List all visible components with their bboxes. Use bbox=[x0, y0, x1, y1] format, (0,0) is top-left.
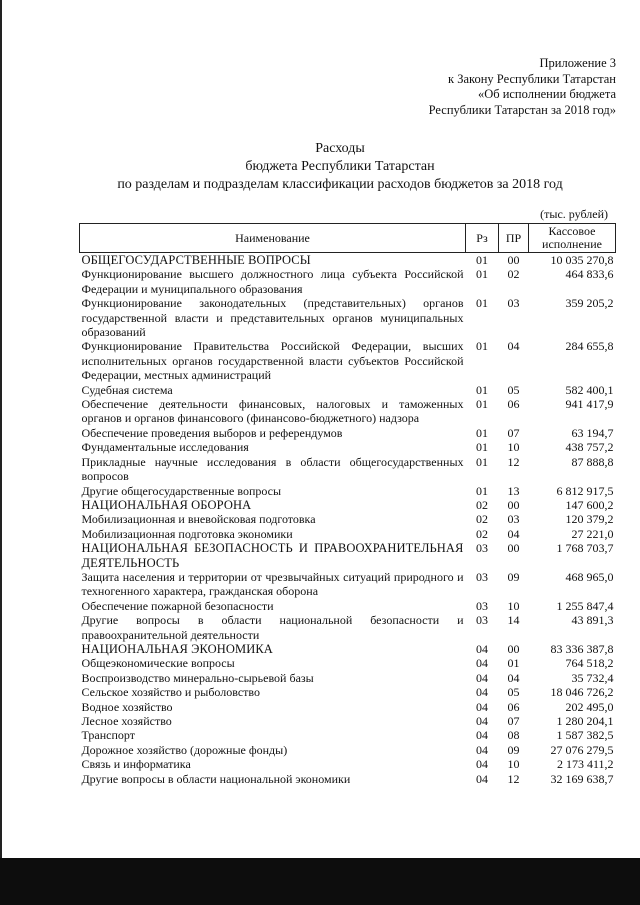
appendix-line-2: к Закону Республики Татарстан bbox=[448, 71, 616, 86]
table-row bbox=[80, 253, 616, 268]
title-line-3: по разделам и подразделам классификации расходов бюджетов за 2018 год bbox=[117, 177, 563, 192]
row-amount: 202 495,0 bbox=[565, 699, 614, 714]
row-section-code: 04 bbox=[476, 714, 488, 728]
row-subsection-code: 01 bbox=[507, 656, 520, 671]
table-row bbox=[80, 484, 616, 498]
table-row bbox=[80, 728, 616, 742]
scan-left-edge bbox=[0, 0, 2, 905]
row-amount: 359 205,2 bbox=[565, 296, 614, 311]
row-subsection-code: 12 bbox=[507, 771, 520, 786]
row-subsection-code: 10 bbox=[507, 440, 520, 455]
header-rz: Рз bbox=[466, 224, 499, 253]
row-section-code: 01 bbox=[476, 454, 488, 469]
table-row bbox=[80, 498, 616, 512]
row-section-code: 01 bbox=[476, 267, 488, 282]
row-amount: 1 587 382,5 bbox=[556, 728, 614, 743]
table-row bbox=[80, 527, 616, 541]
row-name: Транспорт bbox=[81, 728, 135, 743]
row-amount: 63 194,7 bbox=[571, 425, 614, 440]
table-row bbox=[80, 656, 616, 670]
row-amount: 120 379,2 bbox=[565, 512, 614, 527]
table-row bbox=[80, 671, 616, 685]
row-subsection-code: 07 bbox=[507, 714, 520, 728]
row-subsection-code: 04 bbox=[507, 526, 520, 541]
table-row bbox=[80, 267, 616, 296]
row-subsection-code: 07 bbox=[507, 425, 520, 440]
row-name: Другие вопросы в области национальной безопасности и правоохранительной деятельности bbox=[81, 613, 464, 642]
row-section-code: 03 bbox=[476, 598, 488, 613]
row-section-code: 04 bbox=[476, 728, 488, 743]
row-name: Другие общегосударственные вопросы bbox=[81, 483, 282, 498]
row-section-code: 04 bbox=[476, 771, 488, 786]
row-name: НАЦИОНАЛЬНАЯ БЕЗОПАСНОСТЬ И ПРАВООХРАНИТЕЛЬНАЯ ДЕЯТЕЛЬНОСТЬ bbox=[81, 541, 464, 570]
row-amount: 43 891,3 bbox=[571, 613, 614, 628]
row-name: Функционирование Правительства Российской Федерации, высших исполнительных органов государственной власти субъектов Российской Федерации, местных администраций bbox=[81, 339, 464, 383]
row-section-code: 04 bbox=[476, 757, 488, 772]
row-amount: 582 400,1 bbox=[565, 382, 614, 397]
row-section-code: 03 bbox=[476, 541, 488, 556]
row-amount: 87 888,8 bbox=[571, 454, 614, 469]
row-name: Воспроизводство минерально-сырьевой базы bbox=[81, 670, 314, 685]
row-name: Другие вопросы в области национальной экономики bbox=[81, 771, 351, 786]
row-subsection-code: 00 bbox=[507, 641, 520, 656]
row-subsection-code: 12 bbox=[507, 454, 520, 469]
table-row bbox=[80, 455, 616, 484]
row-subsection-code: 05 bbox=[507, 382, 520, 397]
row-subsection-code: 14 bbox=[507, 613, 520, 628]
scan-bottom-edge bbox=[0, 858, 640, 905]
row-subsection-code: 08 bbox=[507, 728, 520, 743]
table-row bbox=[80, 570, 616, 599]
row-amount: 284 655,8 bbox=[565, 339, 614, 354]
row-subsection-code: 06 bbox=[507, 397, 520, 412]
row-amount: 1 768 703,7 bbox=[556, 541, 614, 556]
table-row bbox=[80, 339, 616, 382]
table-row bbox=[80, 613, 616, 642]
table-row bbox=[80, 743, 616, 757]
row-subsection-code: 00 bbox=[507, 497, 520, 512]
row-amount: 27 221,0 bbox=[571, 526, 614, 541]
row-section-code: 02 bbox=[476, 512, 488, 527]
table-header-row bbox=[80, 224, 616, 253]
row-amount: 147 600,2 bbox=[565, 497, 614, 512]
table-row bbox=[80, 440, 616, 454]
table-row bbox=[80, 397, 616, 426]
row-subsection-code: 00 bbox=[507, 541, 520, 556]
expenditure-table bbox=[79, 223, 616, 786]
table-row bbox=[80, 772, 616, 786]
row-amount: 2 173 411,2 bbox=[556, 757, 614, 772]
row-section-code: 01 bbox=[476, 440, 488, 455]
row-section-code: 01 bbox=[476, 339, 488, 354]
header-amount: Кассовое исполнение bbox=[529, 224, 616, 253]
row-name: Мобилизационная и вневойсковая подготовка bbox=[81, 512, 316, 527]
row-section-code: 04 bbox=[476, 699, 488, 714]
appendix-line-3: «Об исполнении бюджета bbox=[477, 87, 616, 101]
row-name: Защита населения и территории от чрезвычайных ситуаций природного и техногенного характера, гражданская оборона bbox=[81, 569, 464, 599]
row-name: Сельское хозяйство и рыболовство bbox=[81, 685, 261, 700]
units-label: (тыс. рублей) bbox=[540, 207, 608, 221]
table-row bbox=[80, 700, 616, 714]
row-subsection-code: 09 bbox=[507, 742, 520, 757]
row-subsection-code: 00 bbox=[507, 253, 520, 267]
row-name: Прикладные научные исследования в области общегосударственных вопросов bbox=[81, 454, 464, 484]
table-row bbox=[80, 426, 616, 440]
table-row bbox=[80, 757, 616, 771]
row-amount: 468 965,0 bbox=[565, 569, 614, 584]
row-section-code: 02 bbox=[476, 526, 488, 541]
row-amount: 764 518,2 bbox=[565, 656, 614, 671]
row-name: ОБЩЕГОСУДАРСТВЕННЫЕ ВОПРОСЫ bbox=[81, 253, 311, 267]
row-amount: 464 833,6 bbox=[565, 267, 614, 282]
document-title bbox=[70, 140, 610, 194]
row-amount: 83 336 387,8 bbox=[550, 641, 614, 656]
row-section-code: 03 bbox=[476, 613, 488, 628]
row-amount: 10 035 270,8 bbox=[550, 253, 614, 267]
row-subsection-code: 06 bbox=[507, 699, 520, 714]
row-subsection-code: 03 bbox=[507, 296, 520, 311]
row-amount: 27 076 279,5 bbox=[550, 742, 614, 757]
row-amount: 1 255 847,4 bbox=[556, 598, 614, 613]
row-amount: 35 732,4 bbox=[571, 670, 614, 685]
row-section-code: 04 bbox=[476, 641, 488, 656]
row-subsection-code: 04 bbox=[507, 339, 520, 354]
row-subsection-code: 05 bbox=[507, 685, 520, 700]
row-subsection-code: 03 bbox=[507, 512, 520, 527]
row-subsection-code: 10 bbox=[507, 757, 520, 772]
header-pr: ПР bbox=[499, 224, 529, 253]
row-name: НАЦИОНАЛЬНАЯ ЭКОНОМИКА bbox=[81, 641, 273, 656]
header-name: Наименование bbox=[80, 224, 466, 253]
row-section-code: 02 bbox=[476, 497, 488, 512]
appendix-note bbox=[429, 56, 616, 118]
row-section-code: 04 bbox=[476, 742, 488, 757]
table-row bbox=[80, 383, 616, 397]
row-section-code: 01 bbox=[476, 397, 488, 412]
row-amount: 32 169 638,7 bbox=[550, 771, 614, 786]
title-line-2: бюджета Республики Татарстан bbox=[245, 159, 435, 174]
row-section-code: 01 bbox=[476, 425, 488, 440]
row-section-code: 01 bbox=[476, 382, 488, 397]
row-name: Обеспечение пожарной безопасности bbox=[81, 598, 274, 613]
row-name: Судебная система bbox=[81, 382, 173, 397]
appendix-line-1: Приложение 3 bbox=[539, 56, 616, 70]
row-subsection-code: 09 bbox=[507, 569, 520, 584]
row-subsection-code: 13 bbox=[507, 483, 520, 498]
row-section-code: 01 bbox=[476, 253, 488, 267]
row-amount: 941 417,9 bbox=[565, 397, 614, 412]
row-amount: 438 757,2 bbox=[565, 440, 614, 455]
row-section-code: 04 bbox=[476, 685, 488, 700]
row-section-code: 04 bbox=[476, 656, 488, 671]
row-amount: 18 046 726,2 bbox=[550, 685, 614, 700]
row-name: Дорожное хозяйство (дорожные фонды) bbox=[81, 742, 288, 757]
table-row bbox=[80, 512, 616, 526]
row-subsection-code: 02 bbox=[507, 267, 520, 282]
row-name: Фундаментальные исследования bbox=[81, 440, 249, 455]
row-section-code: 01 bbox=[476, 296, 488, 311]
table-body bbox=[80, 253, 616, 787]
row-subsection-code: 04 bbox=[507, 670, 520, 685]
row-section-code: 01 bbox=[476, 483, 488, 498]
title-line-1: Расходы bbox=[315, 141, 365, 156]
row-name: Мобилизационная подготовка экономики bbox=[81, 526, 293, 541]
table-row bbox=[80, 714, 616, 728]
appendix-line-4: Республики Татарстан за 2018 год» bbox=[428, 102, 616, 117]
row-name: Водное хозяйство bbox=[81, 699, 173, 714]
row-name: Общеэкономические вопросы bbox=[81, 656, 235, 671]
table-row bbox=[80, 685, 616, 699]
row-name: НАЦИОНАЛЬНАЯ ОБОРОНА bbox=[81, 497, 252, 512]
table-row bbox=[80, 296, 616, 339]
row-name: Связь и информатика bbox=[81, 757, 191, 772]
table-row bbox=[80, 541, 616, 570]
row-name: Лесное хозяйство bbox=[81, 714, 172, 728]
table-row bbox=[80, 599, 616, 613]
row-subsection-code: 10 bbox=[507, 598, 520, 613]
row-name: Обеспечение деятельности финансовых, налоговых и таможенных органов и органов финансового (финансово-бюджетного) надзора bbox=[81, 397, 464, 426]
row-amount: 6 812 917,5 bbox=[556, 483, 614, 498]
row-amount: 1 280 204,1 bbox=[556, 714, 614, 728]
row-name: Функционирование законодательных (представительных) органов государственной власти и представительных органов муниципальных образований bbox=[81, 296, 464, 340]
table-row bbox=[80, 642, 616, 656]
row-section-code: 04 bbox=[476, 670, 488, 685]
row-name: Обеспечение проведения выборов и референдумов bbox=[81, 425, 343, 440]
row-name: Функционирование высшего должностного лица субъекта Российской Федерации и муниципального образования bbox=[81, 267, 464, 296]
row-section-code: 03 bbox=[476, 569, 488, 584]
